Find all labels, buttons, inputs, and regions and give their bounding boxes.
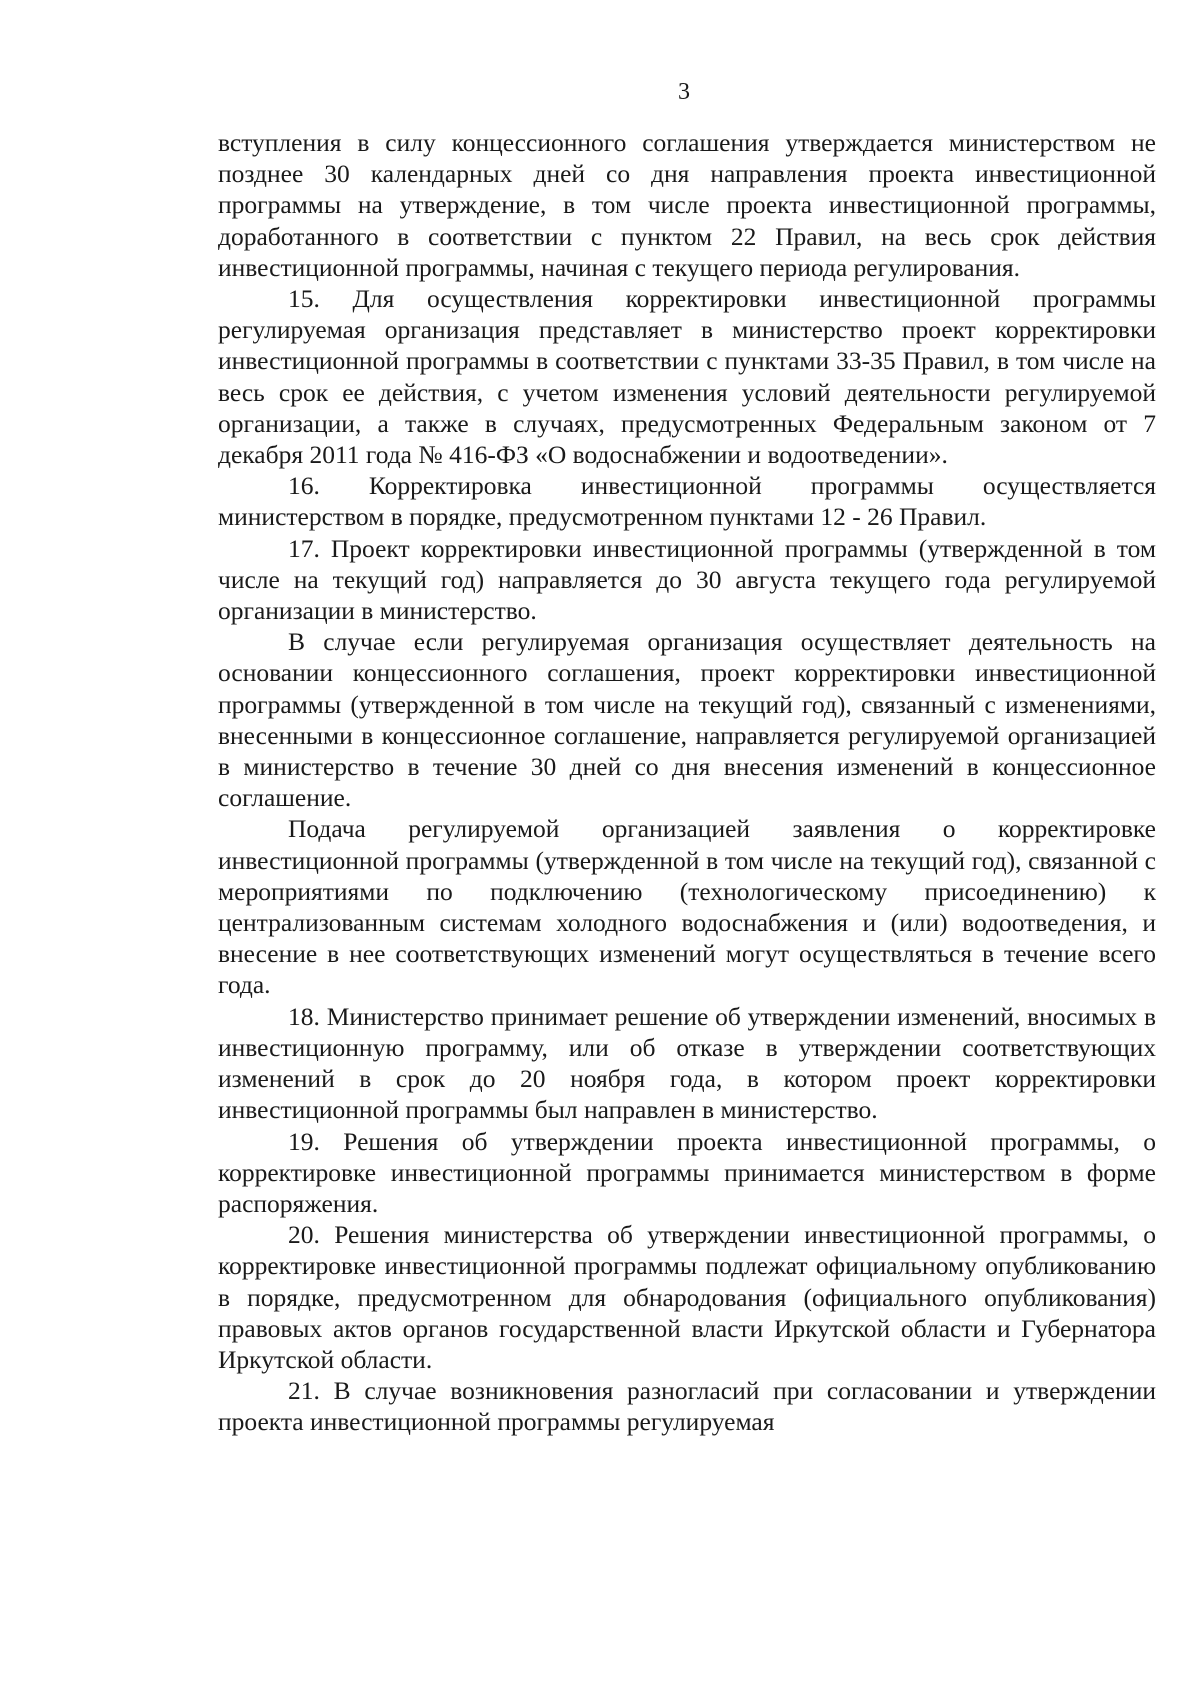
document-body bbox=[218, 127, 1156, 1438]
paragraph-item-15: 15. Для осуществления корректировки инвестиционной программы регулируемая организация представляет в министерство проект корректировки инвестиционной программы в соответствии с пунктами 33-35 Правил, в том числе на весь срок ее действия, с учетом изменения условий деятельности регулируемой организации, а также в случаях, предусмотренных Федеральным законом от 7 декабря 2011 года № 416-ФЗ «О водоснабжении и водоотведении». bbox=[218, 284, 1156, 470]
paragraph-item-21: 21. В случае возникновения разногласий при согласовании и утверждении проекта инвестиционной программы регулируемая bbox=[218, 1376, 1156, 1437]
paragraph-item-19: 19. Решения об утверждении проекта инвестиционной программы, о корректировке инвестиционной программы принимается министерством в форме распоряжения. bbox=[218, 1126, 1156, 1218]
paragraph-item-17-application: Подача регулируемой организацией заявления о корректировке инвестиционной программы (утвержденной в том числе на текущий год), связанной с мероприятиями по подключению (технологическому присоединению) к централизованным системам холодного водоснабжения и (или) водоотведения, и внесение в нее соответствующих изменений могут осуществляться в течение всего года. bbox=[218, 814, 1156, 1000]
page-number: 3 bbox=[678, 79, 690, 105]
paragraph-item-17-concession: В случае если регулируемая организация осуществляет деятельность на основании концессионного соглашения, проект корректировки инвестиционной программы (утвержденной в том числе на текущий год), связанный с изменениями, внесенными в концессионное соглашение, направляется регулируемой организацией в министерство в течение 30 дней со дня внесения изменений в концессионное соглашение. bbox=[218, 627, 1156, 813]
paragraph-item-20: 20. Решения министерства об утверждении инвестиционной программы, о корректировке инвестиционной программы подлежат официальному опубликованию в порядке, предусмотренном для обнародования (официального опубликования) правовых актов органов государственной власти Иркутской области и Губернатора Иркутской области. bbox=[218, 1220, 1156, 1374]
paragraph-item-16: 16. Корректировка инвестиционной программы осуществляется министерством в порядке, предусмотренном пунктами 12 - 26 Правил. bbox=[218, 471, 1156, 532]
paragraph-item-17: 17. Проект корректировки инвестиционной программы (утвержденной в том числе на текущий год) направляется до 30 августа текущего года регулируемой организации в министерство. bbox=[218, 533, 1156, 626]
paragraph-item-18: 18. Министерство принимает решение об утверждении изменений, вносимых в инвестиционную программу, или об отказе в утверждении соответствующих изменений в срок до 20 ноября года, в котором проект корректировки инвестиционной программы был направлен в министерство. bbox=[218, 1001, 1156, 1125]
paragraph-continuation: вступления в силу концессионного соглашения утверждается министерством не позднее 30 календарных дней со дня направления проекта инвестиционной программы на утверждение, в том числе проекта инвестиционной программы, доработанного в соответствии с пунктом 22 Правил, на весь срок действия инвестиционной программы, начиная с текущего периода регулирования. bbox=[218, 128, 1156, 282]
